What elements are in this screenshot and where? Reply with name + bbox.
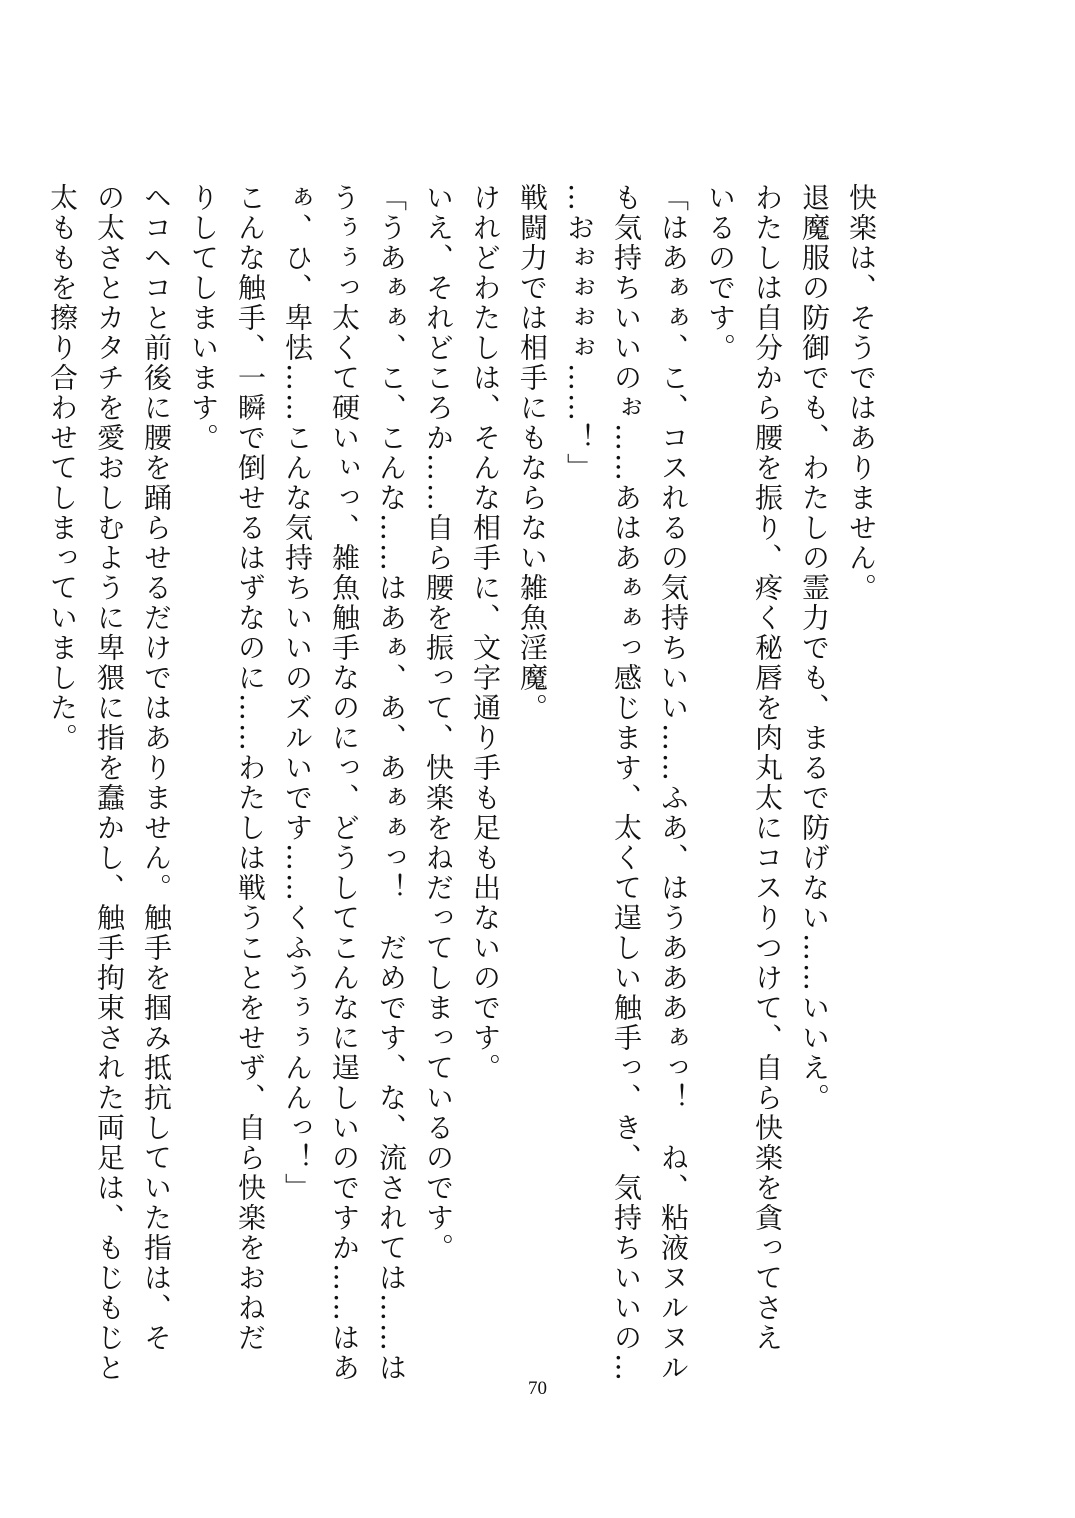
vertical-text-body — [39, 183, 885, 1383]
text-line: ぁ、ひ、卑怯……こんな気持ちいいのズルいです……くふうぅぅんんっ！」 — [281, 183, 314, 1203]
text-line: 太ももを擦り合わせてしまっていました。 — [46, 183, 79, 753]
page-number: 70 — [528, 1378, 547, 1399]
text-line: うぅぅっ太くて硬いぃっ、雑魚触手なのにっ、どうしてこんなに逞しいのですか……はあ — [328, 183, 361, 1383]
text-line: ヘコヘコと前後に腰を踊らせるだけではありません。触手を掴み抵抗していた指は、そ — [140, 183, 173, 1353]
text-line: 「はあぁぁ、こ、コスれるの気持ちいい……ふあ、はうあああぁっ！ ね、粘液ヌルヌル — [657, 183, 690, 1383]
text-line: 快楽は、そうではありません。 — [845, 183, 878, 603]
text-line: …おぉぉぉぉ……！」 — [563, 183, 596, 483]
text-line: 戦闘力では相手にもならない雑魚淫魔。 — [516, 183, 549, 723]
text-line: いるのです。 — [704, 183, 737, 363]
text-line: こんな触手、一瞬で倒せるはずなのに……わたしは戦うことをせず、自ら快楽をおねだ — [234, 183, 267, 1353]
text-line: も気持ちいいのぉ……あはあぁぁっ感じます、太くて逞しい触手っ、き、気持ちいいの… — [610, 183, 643, 1383]
text-line: 退魔服の防御でも、わたしの霊力でも、まるで防げない……いいえ。 — [798, 183, 831, 1113]
text-line: けれどわたしは、そんな相手に、文字通り手も足も出ないのです。 — [469, 183, 502, 1083]
text-line: の太さとカタチを愛おしむように卑猥に指を蠢かし、触手拘束された両足は、もじもじと — [93, 183, 126, 1383]
text-line: わたしは自分から腰を振り、疼く秘唇を肉丸太にコスりつけて、自ら快楽を貪ってさえ — [751, 183, 784, 1353]
text-line: いえ、それどころか……自ら腰を振って、快楽をねだってしまっているのです。 — [422, 183, 455, 1263]
text-line: りしてしまいます。 — [187, 183, 220, 453]
text-line: 「うあぁぁ、こ、こんな……はあぁ、あ、あぁぁっ！ だめです、な、流されては……は — [375, 183, 408, 1383]
